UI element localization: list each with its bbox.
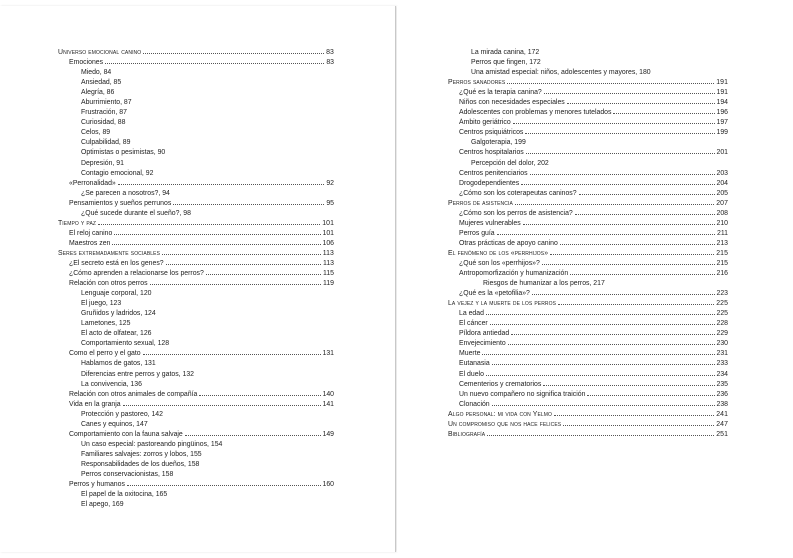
toc-entry-title: Contagio emocional, 92	[81, 169, 154, 177]
toc-page-number: 191	[716, 79, 728, 87]
dot-leader	[112, 244, 320, 245]
toc-page-number: 204	[716, 179, 728, 187]
toc-entry-title: Mujeres vulnerables	[459, 219, 521, 227]
toc-entry-title: ¿Cómo son los coterapeutas caninos?	[459, 189, 577, 197]
toc-page-number: 205	[716, 189, 728, 197]
dot-leader	[173, 204, 324, 205]
dot-leader	[513, 123, 715, 124]
toc-entry-title: Algo personal: mi vida con Yelmo	[448, 410, 553, 418]
toc-entry-title: El reloj canino	[69, 229, 113, 237]
toc-entry	[58, 359, 334, 369]
toc-entry	[58, 460, 334, 470]
toc-page-number: 235	[716, 380, 728, 388]
toc-entry	[58, 179, 334, 189]
toc-entry	[448, 148, 728, 158]
toc-entry-title: ¿Cómo son los perros de asistencia?	[459, 209, 573, 217]
toc-page-number: 119	[323, 280, 334, 288]
toc-entry	[58, 269, 334, 279]
dot-leader	[492, 405, 715, 406]
toc-page-number: 207	[716, 199, 728, 207]
toc-entry	[448, 48, 728, 58]
toc-entry	[58, 239, 334, 249]
toc-page-number: 231	[716, 350, 728, 358]
toc-entry-title: Perros sanadores	[448, 79, 506, 87]
toc-entry-title: Perros de asistencia	[448, 199, 513, 207]
toc-entry	[448, 108, 728, 118]
toc-entry	[448, 159, 728, 169]
toc-entry-title: Píldora antiedad	[459, 330, 510, 338]
toc-entry-title: Maestros zen	[69, 239, 111, 247]
dot-leader	[526, 153, 715, 154]
dot-leader	[613, 113, 714, 114]
toc-entry-title: Relación con otros animales de compañía	[69, 390, 198, 398]
toc-entry-title: La edad	[459, 310, 484, 318]
dot-leader	[497, 234, 715, 235]
toc-page-number: 238	[716, 400, 728, 408]
dot-leader	[486, 314, 715, 315]
toc-entry-title: Ansiedad, 85	[81, 79, 122, 87]
toc-entry	[58, 319, 334, 329]
toc-entry	[58, 500, 334, 510]
dot-leader	[525, 133, 714, 134]
toc-entry-title: ¿Se parecen a nosotros?, 94	[81, 189, 170, 197]
toc-entry	[58, 118, 334, 128]
toc-entry-title: Curiosidad, 88	[81, 119, 126, 127]
toc-entry-title: Otras prácticas de apoyo canino	[459, 239, 558, 247]
toc-page-number: 194	[716, 99, 728, 107]
toc-entry	[448, 249, 728, 259]
dot-leader	[507, 83, 714, 84]
toc-entry	[448, 319, 728, 329]
toc-entry-title: Un compromiso que nos hace felices	[448, 420, 562, 428]
toc-page-number: 234	[716, 370, 728, 378]
toc-entry	[448, 169, 728, 179]
toc-entry-title: ¿Qué son los «perrhijos»?	[459, 259, 540, 267]
toc-entry-title: Comportamiento con la fauna salvaje	[69, 430, 183, 438]
toc-page-number: 215	[716, 259, 728, 267]
toc-entry-title: Pensamientos y sueños perrunos	[69, 199, 172, 207]
toc-entry	[448, 390, 728, 400]
toc-entry-title: Riesgos de humanizar a los perros, 217	[483, 280, 605, 288]
toc-entry	[448, 239, 728, 249]
toc-entry	[448, 289, 728, 299]
toc-entry	[58, 229, 334, 239]
toc-entry	[448, 329, 728, 339]
toc-entry-title: El papel de la oxitocina, 165	[81, 491, 168, 499]
toc-page-number: 228	[716, 320, 728, 328]
dot-leader	[523, 224, 715, 225]
toc-entry	[448, 380, 728, 390]
toc-entry	[58, 349, 334, 359]
dot-leader	[560, 244, 715, 245]
dot-leader	[118, 184, 325, 185]
dot-leader	[567, 103, 715, 104]
toc-entry-title: Centros psiquiátricos	[459, 129, 524, 137]
toc-page-number: 211	[717, 229, 728, 237]
toc-entry-title: Comportamiento sexual, 128	[81, 340, 170, 348]
dot-leader	[105, 63, 324, 64]
toc-entry-title: La vejez y la muerte de los perros	[448, 300, 557, 308]
toc-entry	[58, 309, 334, 319]
toc-entry	[448, 199, 728, 209]
toc-entry	[448, 118, 728, 128]
toc-entry	[448, 229, 728, 239]
toc-page-number: 216	[716, 270, 728, 278]
right-page	[397, 6, 793, 552]
toc-entry	[58, 148, 334, 158]
toc-entry-title: Universo emocional canino	[58, 49, 142, 56]
toc-page-number: 115	[323, 270, 334, 278]
dot-leader	[143, 53, 324, 54]
dot-leader	[530, 174, 715, 175]
dot-leader	[587, 395, 714, 396]
toc-page-number: 149	[322, 430, 334, 438]
toc-page-number: 236	[716, 390, 728, 398]
toc-entry	[448, 138, 728, 148]
toc-entry	[448, 68, 728, 78]
toc-entry-title: «Perronalidad»	[69, 179, 116, 187]
toc-entry-title: Bibliografía	[448, 430, 486, 438]
toc-page-number: 83	[326, 59, 334, 67]
toc-entry-title: Perros conservacionistas, 158	[81, 470, 174, 478]
toc-entry-title: Perros guía	[459, 229, 495, 237]
toc-entry-title: Vida en la granja	[69, 400, 121, 408]
toc-right-column	[448, 48, 728, 440]
toc-entry-title: ¿Cómo aprenden a relacionarse los perros?	[69, 270, 204, 278]
toc-page-number: 210	[716, 219, 728, 227]
toc-entry	[58, 380, 334, 390]
dot-leader	[508, 344, 715, 345]
toc-page-number: 101	[322, 229, 334, 237]
toc-entry-title: Clonación	[459, 400, 490, 408]
toc-entry	[448, 58, 728, 68]
toc-entry-title: Alegría, 86	[81, 89, 115, 97]
toc-entry-title: Seres extremadamente sociables	[58, 249, 161, 257]
toc-page-number: 213	[716, 239, 728, 247]
toc-entry-title: El acto de olfatear, 126	[81, 330, 152, 338]
toc-entry-title: Una amistad especial: niños, adolescentes y mayores, 180	[471, 69, 651, 77]
toc-entry	[58, 159, 334, 169]
toc-entry	[58, 279, 334, 289]
dot-leader	[521, 184, 714, 185]
toc-page-number: 241	[716, 410, 728, 418]
toc-entry-title: Un nuevo compañero no significa traición	[459, 390, 586, 398]
toc-entry-title: Eutanasia	[459, 360, 490, 368]
dot-leader	[570, 274, 714, 275]
dot-leader	[114, 234, 320, 235]
toc-page-number: 251	[716, 430, 728, 438]
toc-entry	[448, 339, 728, 349]
toc-entry	[448, 189, 728, 199]
toc-page-number: 230	[716, 340, 728, 348]
toc-page-number: 113	[322, 249, 334, 257]
toc-page-number: 141	[322, 400, 334, 408]
toc-entry-title: Protección y pastoreo, 142	[81, 410, 163, 418]
dot-leader	[550, 254, 714, 255]
toc-entry	[58, 450, 334, 460]
toc-entry	[58, 219, 334, 229]
toc-page-number: 203	[716, 169, 728, 177]
toc-page-number: 225	[716, 310, 728, 318]
toc-page-number: 95	[326, 199, 334, 207]
toc-entry	[448, 430, 728, 440]
toc-entry	[58, 329, 334, 339]
toc-entry-title: ¿Qué sucede durante el sueño?, 98	[81, 209, 191, 217]
toc-entry	[58, 299, 334, 309]
toc-entry-title: Responsabilidades de los dueños, 158	[81, 460, 200, 468]
dot-leader	[127, 485, 321, 486]
toc-page-number: 199	[716, 129, 728, 137]
toc-entry	[58, 410, 334, 420]
toc-entry-title: La mirada canina, 172	[471, 49, 540, 56]
toc-entry	[58, 470, 334, 480]
dot-leader	[554, 415, 714, 416]
toc-page-number: 247	[716, 420, 728, 428]
toc-entry-title: ¿Qué es la «petofilia»?	[459, 290, 530, 298]
dot-leader	[579, 194, 715, 195]
toc-entry	[58, 370, 334, 380]
toc-entry-title: ¿El secreto está en los genes?	[69, 259, 164, 267]
toc-entry-title: Gruñidos y ladridos, 124	[81, 310, 156, 318]
dot-leader	[511, 334, 714, 335]
toc-entry-title: El juego, 123	[81, 300, 122, 308]
toc-entry	[58, 68, 334, 78]
toc-entry	[448, 128, 728, 138]
toc-page-number: 201	[716, 149, 728, 157]
toc-entry-title: Drogodependientes	[459, 179, 520, 187]
dot-leader	[206, 274, 321, 275]
toc-entry	[58, 128, 334, 138]
toc-entry	[58, 289, 334, 299]
toc-entry	[58, 420, 334, 430]
toc-entry	[58, 199, 334, 209]
toc-page-number: 131	[322, 350, 334, 358]
toc-entry	[448, 359, 728, 369]
toc-entry	[448, 299, 728, 309]
toc-entry-title: Culpabilidad, 89	[81, 139, 131, 147]
toc-entry	[448, 269, 728, 279]
toc-entry-title: ¿Qué es la terapia canina?	[459, 89, 542, 97]
toc-entry	[58, 58, 334, 68]
dot-leader	[482, 354, 714, 355]
dot-leader	[575, 214, 715, 215]
toc-entry-title: Lametones, 125	[81, 320, 131, 328]
toc-entry-title: Antropomorfización y humanización	[459, 270, 569, 278]
toc-entry	[58, 259, 334, 269]
dot-leader	[515, 204, 714, 205]
toc-page-number: 191	[716, 89, 728, 97]
toc-entry	[448, 219, 728, 229]
toc-entry-title: El cáncer	[459, 320, 488, 328]
toc-entry-title: Niños con necesidades especiales	[459, 99, 565, 107]
toc-entry	[448, 78, 728, 88]
toc-page-number: 208	[716, 209, 728, 217]
toc-entry	[58, 88, 334, 98]
toc-entry-title: Optimistas o pesimistas, 90	[81, 149, 166, 157]
toc-entry-title: Aburrimiento, 87	[81, 99, 132, 107]
toc-page-number: 229	[716, 330, 728, 338]
toc-entry-title: Galgoterapia, 199	[471, 139, 526, 147]
toc-entry	[58, 480, 334, 490]
toc-entry-title: Perros que fingen, 172	[471, 59, 541, 67]
dot-leader	[143, 354, 321, 355]
dot-leader	[492, 364, 715, 365]
toc-entry	[58, 209, 334, 219]
toc-entry	[58, 430, 334, 440]
toc-entry	[448, 420, 728, 430]
toc-entry	[448, 370, 728, 380]
dot-leader	[486, 375, 715, 376]
toc-page-number: 225	[716, 300, 728, 308]
toc-page-number: 197	[716, 119, 728, 127]
dot-leader	[563, 425, 714, 426]
toc-page-number: 160	[322, 481, 334, 489]
toc-page-number: 92	[326, 179, 334, 187]
dot-leader	[487, 435, 714, 436]
dot-leader	[490, 324, 715, 325]
toc-entry	[58, 48, 334, 58]
toc-entry	[58, 400, 334, 410]
toc-entry	[448, 410, 728, 420]
toc-entry	[58, 390, 334, 400]
dot-leader	[199, 395, 320, 396]
toc-entry	[448, 88, 728, 98]
toc-page-number: 215	[716, 249, 728, 257]
dot-leader	[532, 294, 715, 295]
toc-entry	[448, 209, 728, 219]
dot-leader	[544, 93, 715, 94]
left-page	[0, 6, 396, 552]
dot-leader	[166, 264, 321, 265]
toc-entry-title: Hablamos de gatos, 131	[81, 360, 156, 368]
dot-leader	[150, 284, 321, 285]
toc-entry-title: Depresión, 91	[81, 159, 124, 167]
dot-leader	[543, 385, 714, 386]
toc-entry	[58, 490, 334, 500]
toc-entry-title: Relación con otros perros	[69, 280, 148, 288]
toc-page-number: 196	[716, 109, 728, 117]
toc-entry	[448, 259, 728, 269]
toc-entry-title: El apego, 169	[81, 501, 124, 509]
toc-entry-title: Muerte	[459, 350, 481, 358]
toc-entry	[448, 400, 728, 410]
toc-page-number: 140	[322, 390, 334, 398]
toc-entry-title: Miedo, 84	[81, 69, 112, 77]
toc-entry-title: Cementerios y crematorios	[459, 380, 542, 388]
toc-page-number: 83	[326, 49, 334, 56]
toc-entry-title: Frustración, 87	[81, 109, 127, 117]
toc-page-number: 101	[322, 219, 334, 227]
toc-entry	[58, 249, 334, 259]
dot-leader	[542, 264, 715, 265]
toc-entry	[58, 169, 334, 179]
toc-entry	[448, 279, 728, 289]
toc-entry-title: Como el perro y el gato	[69, 350, 141, 358]
toc-entry-title: Perros y humanos	[69, 481, 125, 489]
toc-entry-title: Ámbito geriátrico	[459, 119, 511, 127]
toc-page-number: 113	[323, 259, 334, 267]
toc-page-number: 223	[716, 290, 728, 298]
toc-entry	[448, 349, 728, 359]
toc-entry	[58, 189, 334, 199]
toc-entry	[448, 179, 728, 189]
toc-entry	[58, 440, 334, 450]
toc-entry-title: Centros hospitalarios	[459, 149, 524, 157]
dot-leader	[123, 405, 321, 406]
toc-entry	[58, 78, 334, 88]
dot-leader	[162, 254, 321, 255]
toc-entry	[448, 309, 728, 319]
toc-entry-title: Familiares salvajes: zorros y lobos, 155	[81, 450, 202, 458]
toc-entry-title: Centros penitenciarios	[459, 169, 528, 177]
toc-entry-title: Celos, 89	[81, 129, 111, 137]
toc-entry-title: Lenguaje corporal, 120	[81, 290, 152, 298]
toc-left-column	[58, 48, 334, 510]
toc-entry-title: El fenómeno de los «perrhijos»	[448, 249, 549, 257]
dot-leader	[98, 224, 320, 225]
toc-entry-title: Envejecimiento	[459, 340, 506, 348]
toc-entry-title: Un caso especial: pastoreando pingüinos, 154	[81, 440, 223, 448]
toc-entry	[58, 138, 334, 148]
toc-entry-title: Percepción del dolor, 202	[471, 159, 549, 167]
toc-entry	[448, 98, 728, 108]
toc-entry-title: Diferencias entre perros y gatos, 132	[81, 370, 194, 378]
toc-entry-title: El duelo	[459, 370, 484, 378]
toc-page-number: 106	[322, 239, 334, 247]
toc-entry-title: Adolescentes con problemas y menores tutelados	[459, 109, 612, 117]
toc-entry	[58, 98, 334, 108]
toc-entry-title: Emociones	[69, 59, 104, 67]
toc-page-number: 233	[716, 360, 728, 368]
toc-entry	[58, 339, 334, 349]
dot-leader	[558, 304, 714, 305]
toc-entry-title: Canes y equinos, 147	[81, 420, 148, 428]
toc-entry-title: La convivencia, 136	[81, 380, 142, 388]
toc-entry	[58, 108, 334, 118]
toc-entry-title: Tiempo y paz	[58, 219, 97, 227]
dot-leader	[185, 435, 321, 436]
